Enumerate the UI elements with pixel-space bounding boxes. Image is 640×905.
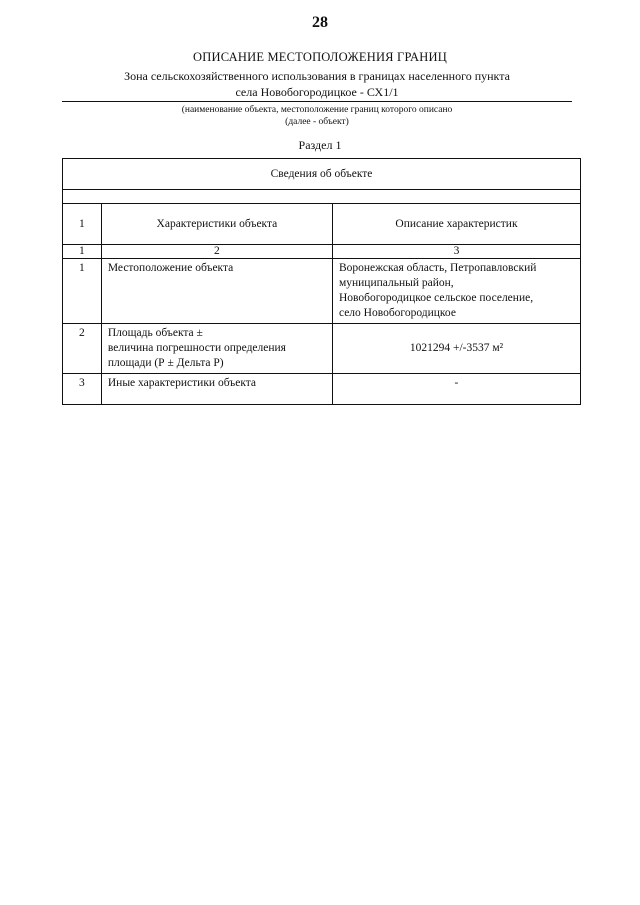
characteristic-line: величина погрешности определения: [107, 342, 286, 354]
section-label: Раздел 1: [298, 138, 342, 152]
table-row: [63, 259, 581, 324]
description-line: муниципальный район,: [338, 277, 454, 289]
table-header-row: [63, 204, 581, 245]
table-title: Сведения об объекте: [63, 159, 581, 190]
row-number: 1: [63, 259, 102, 324]
characteristic-line: площади (Р ± Дельта Р): [107, 357, 224, 369]
page-number: 28: [312, 14, 328, 31]
underline-rule: [62, 101, 572, 102]
table-row: [63, 374, 581, 405]
table-spacer-row: [63, 190, 581, 204]
row-description: -: [332, 374, 580, 405]
row-number: 3: [63, 374, 102, 405]
row-characteristic: Иные характеристики объекта: [101, 374, 332, 405]
table-row: [63, 324, 581, 374]
column-number-row: [63, 245, 581, 259]
table-title-row: [63, 159, 581, 190]
object-name-line-2: села Новобогородицкое - СХ1/1: [235, 85, 399, 99]
document-title: ОПИСАНИЕ МЕСТОПОЛОЖЕНИЯ ГРАНИЦ: [193, 50, 447, 64]
row-number: 2: [63, 324, 102, 374]
row-description: [332, 259, 580, 324]
description-line: Воронежская область, Петропавловский: [338, 262, 537, 274]
header-characteristic: Характеристики объекта: [101, 204, 332, 245]
object-name-line-1: Зона сельскохозяйственного использования в границах населенного пункта: [124, 69, 510, 83]
row-description: 1021294 +/-3537 м²: [332, 324, 580, 374]
object-name: [62, 68, 572, 100]
characteristic-line: Площадь объекта ±: [107, 327, 203, 339]
caption-line-2: (далее - объект): [285, 117, 349, 127]
header-description: Описание характеристик: [332, 204, 580, 245]
row-characteristic: Местоположение объекта: [101, 259, 332, 324]
column-number: 2: [101, 245, 332, 259]
column-number: 3: [332, 245, 580, 259]
header-num: 1: [63, 204, 102, 245]
column-number: 1: [63, 245, 102, 259]
table-spacer: [63, 190, 581, 204]
object-info-table: [62, 158, 581, 405]
caption-line-1: (наименование объекта, местоположение границ которого описано: [181, 105, 453, 115]
row-characteristic: [101, 324, 332, 374]
description-line: село Новобогородицкое: [338, 307, 456, 319]
description-line: Новобогородицкое сельское поселение,: [338, 292, 534, 304]
object-caption: [62, 104, 572, 128]
